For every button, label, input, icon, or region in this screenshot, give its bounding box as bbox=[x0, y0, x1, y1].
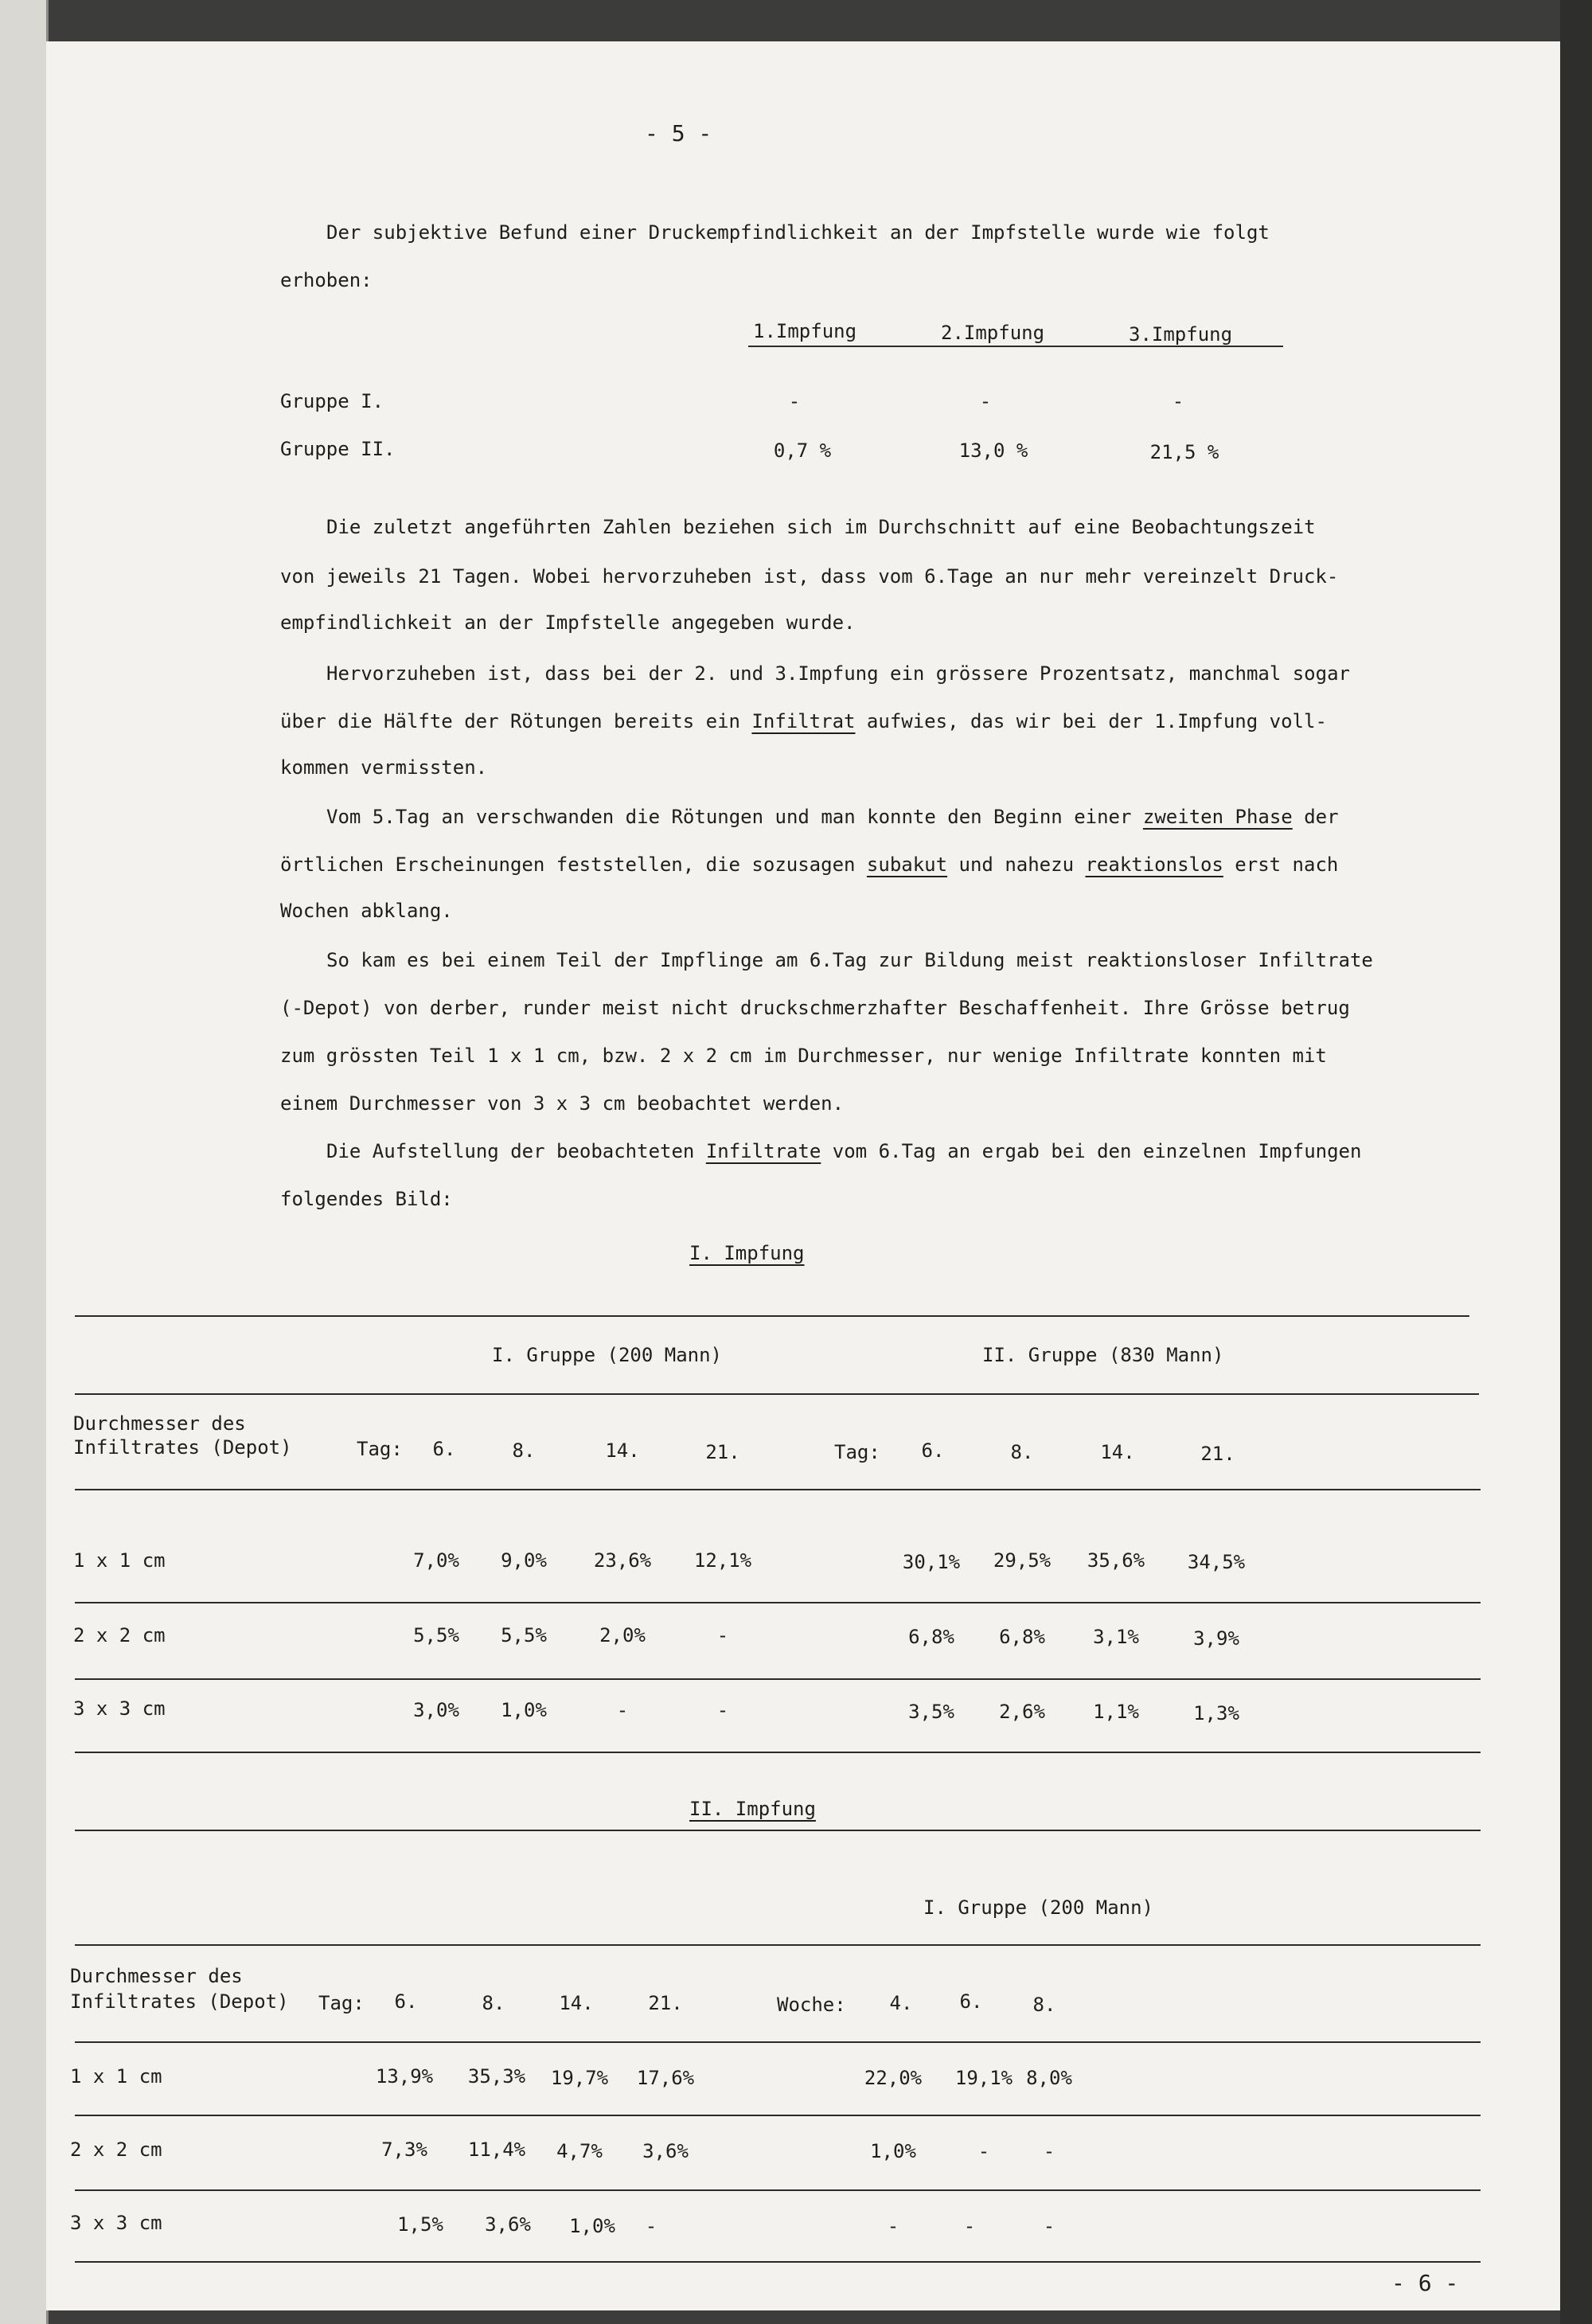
paragraph-line: Vom 5.Tag an verschwanden die Rötungen und man konnte den Beginn einer zweiten Phase der bbox=[326, 806, 1339, 828]
tag-label: Tag: bbox=[318, 1992, 365, 2014]
table-cell: - bbox=[645, 2215, 657, 2237]
table-rule bbox=[75, 1678, 1481, 1680]
table-cell: 2,6% bbox=[999, 1701, 1045, 1723]
table-cell: 17,6% bbox=[636, 2067, 695, 2089]
table-cell: 3,0% bbox=[413, 1699, 459, 1721]
table-cell: 19,7% bbox=[550, 2067, 609, 2089]
paragraph-line: kommen vermissten. bbox=[280, 756, 488, 779]
week-header: 8. bbox=[1032, 1994, 1056, 2016]
table-rule bbox=[75, 1944, 1481, 1946]
paragraph-line: Wochen abklang. bbox=[280, 900, 453, 922]
table-cell: 5,5% bbox=[501, 1624, 547, 1646]
document-page bbox=[46, 41, 1560, 2310]
row-label: 3 x 3 cm bbox=[73, 1697, 166, 1720]
table-cell: 13,9% bbox=[375, 2065, 434, 2088]
table-title: II. Impfung bbox=[689, 1798, 816, 1820]
week-header: 4. bbox=[889, 1992, 913, 2014]
day-header: 21. bbox=[648, 1992, 683, 2014]
row-label: 2 x 2 cm bbox=[70, 2138, 162, 2161]
paragraph-line: folgendes Bild: bbox=[280, 1188, 453, 1210]
table-cell: 1,3% bbox=[1193, 1702, 1239, 1724]
table-rule bbox=[75, 1393, 1479, 1395]
day-header: 8. bbox=[512, 1439, 536, 1462]
paragraph-line: zum grössten Teil 1 x 1 cm, bzw. 2 x 2 cm im Durchmesser, nur wenige Infiltrate konnten mit bbox=[280, 1045, 1327, 1067]
table-cell: - bbox=[1043, 2215, 1055, 2237]
table-cell: - bbox=[716, 1624, 729, 1646]
table-cell: 11,4% bbox=[467, 2138, 526, 2161]
table-rule bbox=[75, 1489, 1481, 1490]
day-header: 6. bbox=[921, 1439, 945, 1462]
table-cell: 34,5% bbox=[1187, 1551, 1246, 1573]
table-rule bbox=[75, 2041, 1481, 2043]
table-cell: 7,0% bbox=[413, 1549, 459, 1572]
intro-line: Der subjektive Befund einer Druckempfindlichkeit an der Impfstelle wurde wie folgt bbox=[326, 221, 1270, 244]
day-header: 21. bbox=[1200, 1443, 1235, 1465]
intro-line: erhoben: bbox=[280, 269, 373, 291]
table-cell: - bbox=[788, 390, 801, 412]
binder-edge bbox=[0, 0, 49, 2324]
table-cell: 1,0% bbox=[870, 2140, 916, 2162]
table-cell: 4,7% bbox=[556, 2140, 603, 2162]
table-cell: 0,7 % bbox=[773, 439, 832, 462]
day-header: 14. bbox=[559, 1992, 594, 2014]
table-cell: 1,0% bbox=[501, 1699, 547, 1721]
table-cell: 1,1% bbox=[1093, 1701, 1139, 1723]
tag-label: Tag: bbox=[357, 1438, 403, 1460]
table-cell: 35,6% bbox=[1087, 1549, 1145, 1572]
group-header: I. Gruppe (200 Mann) bbox=[923, 1896, 1153, 1919]
row-label: Gruppe II. bbox=[280, 438, 396, 460]
table-rule bbox=[75, 2261, 1481, 2263]
paragraph-line: über die Hälfte der Rötungen bereits ein Infiltrat aufwies, das wir bei der 1.Impfung voll- bbox=[280, 710, 1327, 732]
day-header: 14. bbox=[605, 1439, 640, 1462]
table-cell: 19,1% bbox=[954, 2067, 1013, 2089]
row-label: 3 x 3 cm bbox=[70, 2212, 162, 2234]
column-label: Infiltrates (Depot) bbox=[70, 1990, 289, 2013]
tag-label: Tag: bbox=[834, 1441, 880, 1463]
row-label: 1 x 1 cm bbox=[70, 2065, 162, 2088]
table-cell: 1,0% bbox=[569, 2215, 615, 2237]
table-cell: 6,8% bbox=[999, 1626, 1045, 1648]
table-cell: 1,5% bbox=[397, 2213, 443, 2236]
table-cell: - bbox=[1043, 2140, 1055, 2162]
header-underline bbox=[748, 346, 1283, 347]
table-cell: - bbox=[1172, 390, 1184, 412]
table-cell: 13,0 % bbox=[958, 439, 1028, 462]
day-header: 14. bbox=[1100, 1441, 1135, 1463]
column-label: Durchmesser des bbox=[73, 1412, 246, 1435]
table-cell: - bbox=[616, 1699, 629, 1721]
week-label: Woche: bbox=[777, 1994, 846, 2016]
column-header: 3.Impfung bbox=[1129, 323, 1233, 346]
table-cell: 23,6% bbox=[593, 1549, 652, 1572]
table-cell: - bbox=[887, 2215, 899, 2237]
table-cell: 3,6% bbox=[642, 2140, 689, 2162]
table-cell: 22,0% bbox=[864, 2067, 923, 2089]
group-header: II. Gruppe (830 Mann) bbox=[982, 1344, 1224, 1366]
table-cell: 21,5 % bbox=[1149, 441, 1219, 463]
group-header: I. Gruppe (200 Mann) bbox=[492, 1344, 722, 1366]
row-label: 1 x 1 cm bbox=[73, 1549, 166, 1572]
table-cell: 3,9% bbox=[1193, 1627, 1239, 1650]
table-rule bbox=[75, 1315, 1469, 1317]
scan-border bbox=[1560, 0, 1592, 2324]
column-label: Infiltrates (Depot) bbox=[73, 1436, 292, 1459]
table-cell: 29,5% bbox=[993, 1549, 1052, 1572]
day-header: 6. bbox=[432, 1438, 456, 1460]
table-cell: 30,1% bbox=[902, 1551, 961, 1573]
table-cell: 9,0% bbox=[501, 1549, 547, 1572]
row-label: Gruppe I. bbox=[280, 390, 384, 412]
table-cell: 6,8% bbox=[908, 1626, 954, 1648]
week-header: 6. bbox=[959, 1990, 983, 2013]
table-cell: - bbox=[977, 2140, 990, 2162]
page-number: - 5 - bbox=[645, 120, 712, 146]
paragraph-line: empfindlichkeit an der Impfstelle angegeben wurde. bbox=[280, 611, 856, 634]
table-cell: - bbox=[716, 1699, 729, 1721]
column-label: Durchmesser des bbox=[70, 1965, 243, 1987]
table-cell: 7,3% bbox=[381, 2138, 427, 2161]
paragraph-line: einem Durchmesser von 3 x 3 cm beobachtet werden. bbox=[280, 1092, 845, 1115]
table-title: I. Impfung bbox=[689, 1242, 805, 1264]
paragraph-line: So kam es bei einem Teil der Impflinge am 6.Tag zur Bildung meist reaktionsloser Infiltrate bbox=[326, 949, 1373, 971]
day-header: 8. bbox=[482, 1992, 505, 2014]
row-label: 2 x 2 cm bbox=[73, 1624, 166, 1646]
paragraph-line: örtlichen Erscheinungen feststellen, die sozusagen subakut und nahezu reaktionslos erst nach bbox=[280, 853, 1339, 876]
table-cell: - bbox=[963, 2215, 976, 2237]
table-cell: 5,5% bbox=[413, 1624, 459, 1646]
table-cell: 3,6% bbox=[485, 2213, 531, 2236]
table-cell: 3,5% bbox=[908, 1701, 954, 1723]
table-rule bbox=[75, 1602, 1481, 1603]
table-rule bbox=[75, 2189, 1481, 2191]
paragraph-line: von jeweils 21 Tagen. Wobei hervorzuheben ist, dass vom 6.Tage an nur mehr vereinzelt Druck- bbox=[280, 565, 1339, 588]
day-header: 8. bbox=[1010, 1441, 1034, 1463]
paragraph-line: Die Aufstellung der beobachteten Infiltrate vom 6.Tag an ergab bei den einzelnen Impfungen bbox=[326, 1140, 1362, 1162]
column-header: 1.Impfung bbox=[753, 320, 857, 342]
table-rule bbox=[75, 1830, 1481, 1831]
day-header: 21. bbox=[705, 1441, 740, 1463]
next-page-number: - 6 - bbox=[1391, 2270, 1459, 2296]
table-cell: 8,0% bbox=[1026, 2067, 1072, 2089]
table-cell: 3,1% bbox=[1093, 1626, 1139, 1648]
table-cell: - bbox=[979, 390, 992, 412]
paragraph-line: Die zuletzt angeführten Zahlen beziehen sich im Durchschnitt auf eine Beobachtungszeit bbox=[326, 516, 1316, 538]
table-cell: 12,1% bbox=[693, 1549, 752, 1572]
paragraph-line: Hervorzuheben ist, dass bei der 2. und 3.Impfung ein grössere Prozentsatz, manchmal sogar bbox=[326, 662, 1350, 685]
column-header: 2.Impfung bbox=[941, 322, 1045, 344]
table-cell: 2,0% bbox=[599, 1624, 646, 1646]
paragraph-line: (-Depot) von derber, runder meist nicht druckschmerzhafter Beschaffenheit. Ihre Grösse betrug bbox=[280, 997, 1350, 1019]
table-rule bbox=[75, 1752, 1481, 1753]
table-cell: 35,3% bbox=[467, 2065, 526, 2088]
day-header: 6. bbox=[394, 1990, 418, 2013]
table-rule bbox=[75, 2115, 1481, 2116]
